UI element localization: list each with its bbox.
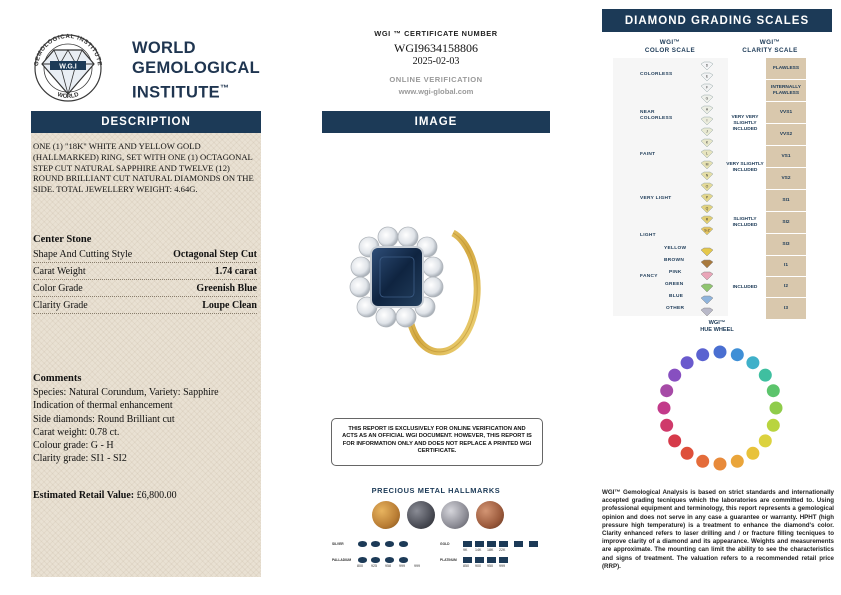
coin-dark [407, 501, 435, 529]
comments-list [33, 386, 259, 466]
clarity-group-si [724, 190, 806, 256]
clarity-group-label [724, 58, 766, 102]
spec-label: Carat Weight [33, 265, 86, 277]
color-scale-title-1: WGI™ [659, 39, 681, 46]
hallmarks-title: PRECIOUS METAL HALLMARKS [371, 486, 501, 495]
hallmark-stamp [371, 557, 380, 563]
fancy-color-gem [701, 284, 713, 292]
color-grade-gem [701, 194, 713, 202]
fancy-green: GREEN [665, 282, 684, 287]
clarity-grade: I1 [766, 256, 806, 277]
metal-coins [372, 501, 504, 531]
logo-wordmark [132, 38, 260, 103]
logo-tm: ™ [219, 83, 230, 93]
spec-row-carat [33, 263, 257, 280]
platinum-value: 900 [475, 564, 481, 568]
hue-gem [696, 454, 710, 468]
description-text: ONE (1) "18K" WHITE AND YELLOW GOLD (HALLMARKED) RING, SET WITH ONE (1) OCTAGONAL STEP CUT NATURAL SAPPHIRE AND TWELVE (12) ROUND BRILLIANT CUT NATURAL DIAMONDS ON THE SIDE. TOTAL JEWELLERY WEIGHT: 4.64G. [33, 141, 254, 195]
color-grade-letter: S-Z [704, 228, 710, 233]
clarity-grade: INTERNALLY FLAWLESS [766, 80, 806, 102]
clarity-grade: VVS1 [766, 102, 806, 124]
logo-line-1: WORLD [132, 39, 196, 57]
comment-line: Indication of thermal enhancement [33, 400, 173, 412]
color-scale-title [640, 39, 700, 54]
online-notice: THIS REPORT IS EXCLUSIVELY FOR ONLINE VERIFICATION AND ACTS AS AN OFFICIAL WGI DOCUMENT. HOWEVER, THIS REPORT IS FOR INFORMATION ONLY AND DOES NOT REPLACE A PRINTED WGI CERTIFICATE. [331, 418, 543, 466]
hue-gem [713, 345, 727, 359]
hallmark-stamp [529, 541, 538, 547]
color-grade-letter: L [706, 151, 708, 156]
comment-line: Clarity grade: SI1 - SI2 [33, 453, 127, 465]
certificate-date: 2025-02-03 [412, 56, 460, 67]
hallmark-stamp [399, 557, 408, 563]
color-grade-gem [701, 150, 713, 158]
hallmark-stamp [487, 557, 496, 563]
comment-line: Side diamonds: Round Brilliant cut [33, 413, 175, 425]
clarity-group-vs [724, 146, 806, 190]
hue-gem [730, 348, 744, 362]
silver-value: 999 [399, 564, 405, 568]
clarity-grade: I3 [766, 298, 806, 320]
ring-photo [345, 215, 485, 375]
hue-gem [660, 418, 674, 432]
hue-gem [758, 368, 772, 382]
color-grade-gem [701, 84, 713, 92]
fancy-other: OTHER [666, 306, 685, 311]
platinum-value: 999 [499, 564, 505, 568]
hue-gem [766, 418, 780, 432]
hue-gem [680, 356, 694, 370]
silver-value: 800 [357, 564, 363, 568]
fancy-pink: PINK [669, 270, 682, 275]
color-group-colorless: COLORLESS [640, 72, 673, 77]
comment-line: Species: Natural Corundum, Variety: Sapphire [33, 387, 219, 398]
hue-gem [657, 401, 671, 415]
image-heading: IMAGE [322, 111, 550, 133]
color-group-light: LIGHT [640, 233, 656, 238]
sapphire-stone [371, 247, 423, 307]
fancy-color-gem [701, 296, 713, 304]
logo-line-2: GEMOLOGICAL [132, 59, 260, 77]
color-grade-letter: E [705, 74, 709, 79]
color-grade-gem [701, 128, 713, 136]
clarity-group-label: SLIGHTLY INCLUDED [732, 217, 758, 228]
spec-label: Clarity Grade [33, 299, 88, 311]
clarity-group-included [724, 256, 806, 320]
color-grade-letter: G [705, 96, 709, 101]
silver-value: 958 [385, 564, 391, 568]
color-grade-gem [701, 172, 713, 180]
hallmark-stamp [385, 557, 394, 563]
clarity-grade: FLAWLESS [766, 58, 806, 80]
fancy-brown: BROWN [664, 258, 685, 263]
spec-value: Loupe Clean [202, 299, 257, 311]
clarity-scale-title [738, 39, 802, 54]
clarity-group-label: VERY SLIGHTLY INCLUDED [726, 162, 764, 173]
clarity-grade: VS1 [766, 146, 806, 168]
hue-gem [758, 434, 772, 448]
legal-disclaimer: WGI™ Gemological Analysis is based on strict standards and internationally accepted grading tecniques which the laboratories are committed to. Using professional equipment and terminology, this report represents a gemological opinion and does not serve in any case a guarantee or warranty. HPHT (high pressure high temperature) is a treatment to enhance the diamond's color. Clarity enhanced refers to laser drilling and / or fracture filling tecniques to improve clarity of a diamond and its appearance. Weights and measurements are approximate. The mounting can limit the ability to see the characteristics and signs of treatment. The valuation refers to a recommended retail price (RRP). [602, 489, 834, 570]
spec-label: Color Grade [33, 282, 83, 294]
hue-gem [769, 401, 783, 415]
coin-silver [441, 501, 469, 529]
clarity-grade: VS2 [766, 168, 806, 190]
clarity-grade: I2 [766, 277, 806, 298]
color-scale [613, 58, 728, 316]
grading-scales-heading: DIAMOND GRADING SCALES [602, 9, 832, 32]
color-grade-letter: R [705, 217, 709, 222]
spec-row-color [33, 280, 257, 297]
fancy-color-gem [701, 248, 713, 256]
hallmark-stamp [499, 541, 508, 547]
description-panel [31, 133, 261, 577]
hallmark-stamp [358, 541, 367, 547]
hue-wheel [650, 338, 790, 478]
hue-gem [660, 384, 674, 398]
online-verification-url[interactable]: www.wgi-global.com [398, 87, 474, 96]
hue-gem [696, 348, 710, 362]
fancy-blue: BLUE [669, 294, 684, 299]
clarity-group-label: INCLUDED [732, 285, 758, 291]
color-grade-gem [701, 73, 713, 81]
color-grade-gem [701, 205, 713, 213]
hallmark-stamp [487, 541, 496, 547]
color-grade-letter: J [706, 129, 708, 134]
hue-gem [746, 356, 760, 370]
color-grade-gem [701, 227, 713, 235]
spec-value: Greenish Blue [196, 282, 257, 294]
gold-value: 14K [475, 548, 482, 552]
color-grade-letter: N [705, 173, 709, 178]
color-grade-gem [701, 216, 713, 224]
fancy-color-gem [701, 272, 713, 280]
hue-wheel-title [602, 320, 832, 334]
color-grade-letter: H [705, 107, 709, 112]
fancy-yellow: YELLOW [664, 246, 687, 251]
emblem-text: W.G.I [59, 63, 77, 71]
color-grade-letter: D [705, 63, 709, 68]
hue-gem [680, 446, 694, 460]
mark-label-gold: GOLD [440, 542, 450, 546]
hallmark-stamp [514, 541, 523, 547]
hue-gem [766, 384, 780, 398]
clarity-grade: VVS2 [766, 124, 806, 146]
hue-wheel-title-2: HUE WHEEL [700, 327, 734, 333]
hallmark-stamps [330, 541, 545, 571]
hallmark-stamp [475, 557, 484, 563]
retail-value [33, 490, 177, 501]
gold-value: 9K [463, 548, 468, 552]
emblem-ring-text-bottom: WORLD [56, 91, 80, 101]
color-grade-gem [701, 117, 713, 125]
color-grade-letter: O [705, 184, 709, 189]
hallmark-stamp [499, 557, 508, 563]
hue-gem [668, 368, 682, 382]
spec-row-clarity [33, 297, 257, 314]
mark-label-palladium: PALLADIUM [332, 558, 352, 562]
hue-gem [668, 434, 682, 448]
hallmark-stamp [463, 557, 472, 563]
color-group-near-colorless: NEAR COLORLESS [640, 110, 673, 121]
clarity-scale-title-2: CLARITY SCALE [742, 46, 798, 54]
color-scale-title-2: COLOR SCALE [644, 46, 696, 54]
spec-label: Shape And Cutting Style [33, 248, 133, 260]
color-grade-gem [701, 161, 713, 169]
mark-label-platinum: PLATINUM [440, 558, 457, 562]
hallmark-stamp [463, 541, 472, 547]
comments-title: Comments [33, 373, 82, 384]
hue-gem [730, 454, 744, 468]
wgi-emblem-icon [28, 28, 108, 104]
color-grade-gem [701, 62, 713, 70]
hallmark-stamp [399, 541, 408, 547]
logo-line-3: INSTITUTE [132, 83, 220, 102]
retail-label: Estimated Retail Value: [33, 490, 135, 501]
clarity-group-vvs [724, 102, 806, 146]
certificate-label: WGI ™ CERTIFICATE NUMBER [374, 29, 498, 38]
fancy-color-gem [701, 308, 713, 316]
clarity-grade: SI3 [766, 234, 806, 256]
spec-value: 1.74 carat [214, 265, 257, 277]
spec-value: Octagonal Step Cut [173, 248, 257, 260]
color-grade-letter: M [705, 162, 709, 167]
comment-line: Colour grade: G - H [33, 440, 114, 452]
clarity-group-label: VERY VERY SLIGHTLY INCLUDED [731, 115, 759, 132]
clarity-scale [724, 58, 806, 320]
comment-line: Carat weight: 0.78 ct. [33, 426, 120, 438]
silver-value: 925 [371, 564, 377, 568]
hallmark-stamp [385, 541, 394, 547]
clarity-grade: SI1 [766, 190, 806, 212]
center-stone-table [33, 246, 257, 314]
clarity-group-flawless [724, 58, 806, 102]
color-grade-letter: Q [705, 206, 709, 211]
hallmark-stamp [358, 557, 367, 563]
palladium-value: 999 [414, 564, 420, 568]
hallmark-stamp [475, 541, 484, 547]
coin-gold [372, 501, 400, 529]
spec-row-shape [33, 246, 257, 263]
hue-wheel-title-1: WGI™ [708, 320, 726, 326]
retail-amount: £6,800.00 [136, 490, 177, 501]
fancy-color-gem [701, 260, 713, 268]
online-verification-label: ONLINE VERIFICATION [389, 75, 483, 84]
color-grade-letter: I [706, 118, 708, 123]
wgi-logo [28, 28, 268, 104]
hue-gem [746, 446, 760, 460]
hue-gem [713, 457, 727, 471]
emblem-ring-text: GEMOLOGICAL INSTITUTE [33, 33, 103, 67]
platinum-value: 950 [487, 564, 493, 568]
gold-value: 22K [499, 548, 506, 552]
color-grade-letter: K [705, 140, 709, 145]
color-grade-gem [701, 183, 713, 191]
fancy-label: FANCY [640, 274, 658, 279]
clarity-scale-title-1: WGI™ [759, 39, 781, 46]
mark-label-silver: SILVER [332, 542, 344, 546]
color-grade-gem [701, 106, 713, 114]
coin-copper [476, 501, 504, 529]
color-group-very-light: VERY LIGHT [640, 196, 672, 201]
clarity-grade: SI2 [766, 212, 806, 234]
color-grade-letter: P [705, 195, 709, 200]
color-grade-gem [701, 95, 713, 103]
color-group-faint: FAINT [640, 152, 656, 157]
gold-value: 18K [487, 548, 494, 552]
color-gem-column [695, 58, 719, 316]
hallmark-stamp [371, 541, 380, 547]
color-grade-gem [701, 139, 713, 147]
certificate-number: WGI9634158806 [394, 41, 478, 55]
platinum-value: 850 [463, 564, 469, 568]
description-heading: DESCRIPTION [31, 111, 261, 133]
center-stone-title: Center Stone [33, 234, 92, 245]
color-grade-letter: F [705, 85, 709, 90]
